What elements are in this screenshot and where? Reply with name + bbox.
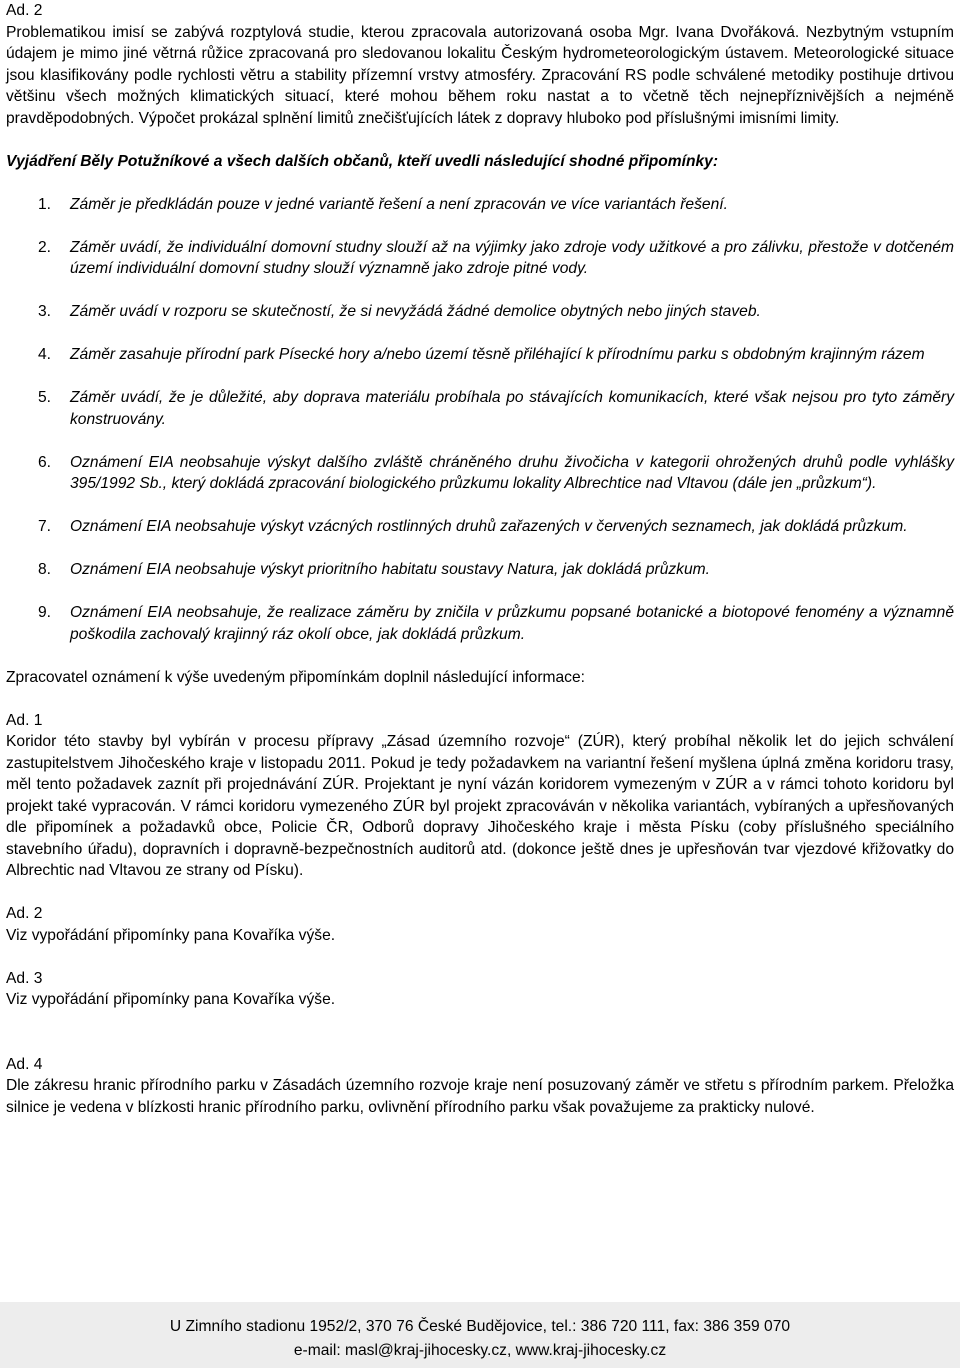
objection-item (6, 559, 954, 581)
objection-item (6, 237, 954, 280)
objection-number: 5. (38, 389, 52, 406)
response-text: Koridor této stavby byl vybírán v procesu přípravy „Zásad územního rozvoje“ (ZÚR), který probíhal několik let do jejich schválení zastupitelstvem Jihočeského kraje v listopadu 2011. Pokud je tedy požadavkem na variantní řešení myšlena úplná změna koridoru trasy, měl tento požadavek zaznít při projednávání ZÚR. Projektant je nyní vázán koridorem vymezeným v ZÚR a v rámci tohoto koridoru byl projekt také vypracován. V rámci koridoru vymezeného ZÚR byl projekt zpracováván v několika variantách, vybíraných a upřesňovaných dle připomínek a požadavků obce, Policie ČR, Odborů dopravy Jihočeského kraje i města Písku (coby příslušného speciálního stavebního úřadu), dopravních i dopravně-bezpečnostních auditorů atd. (dokonce ještě dnes je upřesňován tvar vjezdové křižovatky do Albrechtic nad Vltavou ze strany od Písku). (6, 733, 954, 879)
response-text: Viz vypořádání připomínky pana Kovaříka výše. (6, 926, 336, 944)
objection-item (6, 194, 954, 216)
response-label: Ad. 1 (6, 711, 43, 729)
response-intro: Zpracovatel oznámení k výše uvedeným připomínkám doplnil následující informace: (6, 668, 585, 686)
objection-number: 8. (38, 561, 52, 578)
footer-address: U Zimního stadionu 1952/2, 370 76 České Budějovice, tel.: 386 720 111, fax: 386 359 070 (169, 1318, 791, 1335)
objection-text: Záměr je předkládán pouze v jedné variantě řešení a není zpracován ve více variantách řešení. (70, 195, 728, 213)
objection-text: Záměr uvádí, že individuální domovní studny slouží až na výjimky jako zdroje vody užitkové a pro zálivku, přestože v dotčeném území individuální domovní studny slouží významně jako zdroje pitné vody. (70, 238, 954, 277)
objection-item (6, 301, 954, 323)
objections-heading: Vyjádření Běly Potužníkové a všech dalších občanů, kteří uvedli následující shodné připomínky: (6, 152, 719, 170)
objection-item (6, 452, 954, 495)
footer-contact: e-mail: masl@kraj-jihocesky.cz, www.kraj-jihocesky.cz (293, 1342, 667, 1359)
response-text: Dle zákresu hranic přírodního parku v Zásadách územního rozvoje kraje není posuzovaný záměr ve střetu s přírodním parkem. Přeložka silnice je vedena v blízkosti hranic přírodního parku, ovlivnění přírodního parku však považujeme za prakticky nulové. (6, 1077, 954, 1116)
objection-number: 4. (38, 346, 52, 363)
intro-paragraph: Problematikou imisí se zabývá rozptylová studie, kterou zpracovala autorizovaná osoba Mgr. Ivana Dvořáková. Nezbytným vstupním údajem je mimo jiné větrná růžice zpracovaná pro sledovanou lokalitu Českým hydrometeorologickým ústavem. Meteorologické situace jsou klasifikovány podle rychlosti větru a stability přízemní vrstvy atmosféry. Zpracování RS podle schválené metodiky postihuje drtivou většinu všech možných klimatických situací, které mohou během roku nastat a to včetně těch nejnepříznivějších a nejméně pravděpodobných. Výpočet prokázal splnění limitů znečišťujících látek z dopravy hluboko pod příslušnými imisními limity. (6, 23, 954, 127)
objection-item (6, 516, 954, 538)
objection-item (6, 602, 954, 645)
objection-number: 1. (38, 195, 52, 213)
document-page (6, 0, 954, 1118)
objection-text: Oznámení EIA neobsahuje výskyt dalšího zvláště chráněného druhu živočicha v kategorii ohrožených druhů podle vyhlášky 395/1992 Sb., který dokládá zpracování biologického průzkumu lokality Albrechtice nad Vltavou (dále jen „průzkum“). (70, 453, 954, 492)
objection-text: Záměr uvádí, že je důležité, aby doprava materiálu probíhala po stávajících komunikacích, které však nejsou pro tyto záměry konstruovány. (70, 389, 954, 428)
response-label: Ad. 2 (6, 905, 43, 922)
objection-item (6, 344, 954, 366)
response-text: Viz vypořádání připomínky pana Kovaříka výše. (6, 991, 336, 1008)
objections-list (6, 194, 954, 646)
objection-text: Záměr uvádí v rozporu se skutečností, že si nevyžádá žádné demolice obytných nebo jiných staveb. (70, 303, 761, 320)
objection-number: 6. (38, 453, 52, 471)
objection-text: Oznámení EIA neobsahuje, že realizace záměru by zničila v průzkumu popsané botanické a biotopové fenomény a významně poškodila zachovalý krajinný ráz okolí obce, jak dokládá průzkum. (70, 604, 954, 643)
objection-text: Oznámení EIA neobsahuje výskyt prioritního habitatu soustavy Natura, jak dokládá průzkum. (70, 561, 710, 578)
objection-text: Oznámení EIA neobsahuje výskyt vzácných rostlinných druhů zařazených v červených seznamech, jak dokládá průzkum. (70, 518, 908, 535)
objection-number: 9. (38, 604, 52, 621)
response-label: Ad. 4 (6, 1055, 43, 1073)
objection-number: 2. (38, 238, 52, 256)
response-label: Ad. 3 (6, 969, 43, 987)
objection-text: Záměr zasahuje přírodní park Písecké hory a/nebo území těsně přiléhající k přírodnímu parku s obdobným krajinným rázem (70, 346, 925, 363)
page-footer (0, 1302, 960, 1368)
objection-item (6, 387, 954, 430)
objection-number: 7. (38, 518, 52, 535)
section-label: Ad. 2 (6, 2, 43, 19)
objection-number: 3. (38, 303, 52, 320)
